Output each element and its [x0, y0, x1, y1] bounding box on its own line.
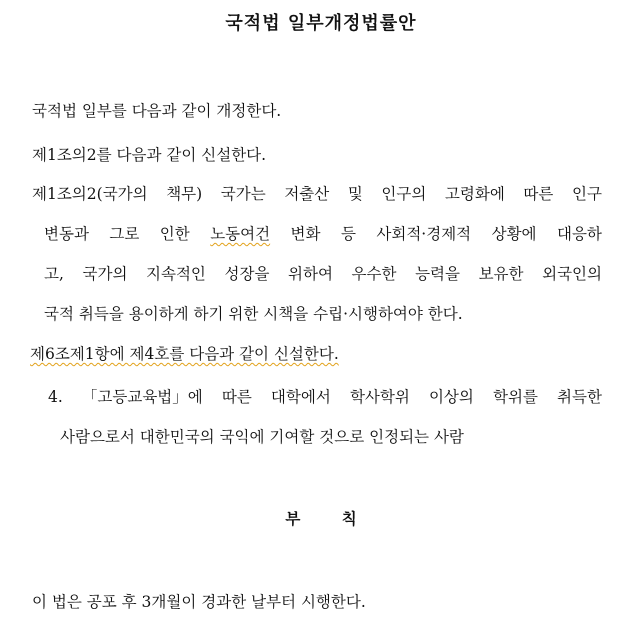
item-4-line-1: [48, 387, 602, 407]
amendment-instruction-2-text: 제6조제1항에 제4호를 다음과 같이 신설한다.: [30, 345, 339, 363]
word: 성장을: [224, 265, 270, 283]
word: 고령화에: [444, 185, 505, 203]
word: 변화: [290, 225, 321, 243]
word: 보유한: [478, 265, 524, 283]
document-title: 국적법 일부개정법률안: [225, 13, 417, 34]
spellcheck-word: 노동여건: [210, 225, 271, 243]
word: 국가는: [220, 185, 266, 203]
item-4-line-2: 사람으로서 대한민국의 국익에 기여할 것으로 인정되는 사람: [60, 428, 464, 446]
word: 따른: [221, 388, 252, 406]
article-1-2-line-3: [44, 264, 602, 284]
word: 국가의: [82, 265, 128, 283]
word: 「고등교육법」에: [81, 388, 203, 406]
word: 및: [347, 185, 363, 203]
intro-paragraph: 국적법 일부를 다음과 같이 개정한다.: [32, 102, 282, 120]
word: 저출산: [284, 185, 330, 203]
word: 인구의: [381, 185, 427, 203]
addenda-text: 이 법은 공포 후 3개월이 경과한 날부터 시행한다.: [32, 593, 366, 611]
word: 학위를: [492, 388, 538, 406]
word: 학사학위: [349, 388, 410, 406]
amendment-instruction-2: [30, 344, 339, 364]
word: 따른: [523, 185, 554, 203]
article-1-2-line-4: 국적 취득을 용이하게 하기 위한 시책을 수립·시행하여야 한다.: [44, 305, 463, 323]
word: 위하여: [288, 265, 333, 283]
word: 사회적·경제적: [376, 225, 472, 243]
item-number: 4.: [48, 388, 63, 406]
word: 대학에서: [270, 388, 331, 406]
article-1-2-line-2: [44, 224, 602, 244]
word: 변동과: [44, 225, 89, 243]
word: 그로: [109, 225, 140, 243]
word: 대응하: [556, 225, 602, 243]
word: 책무): [166, 185, 203, 203]
word: 등: [340, 225, 356, 243]
word: 능력을: [415, 265, 460, 283]
word: 우수한: [351, 265, 397, 283]
word: 제1조의2(국가의: [32, 185, 148, 203]
word: 이상의: [428, 388, 474, 406]
word: 상황에: [491, 225, 537, 243]
amendment-instruction-1: 제1조의2를 다음과 같이 신설한다.: [32, 146, 267, 164]
word: 취득한: [557, 388, 602, 406]
word: 외국인의: [542, 265, 602, 283]
word: 인구: [571, 185, 602, 203]
word: 고,: [44, 265, 64, 283]
word: 지속적인: [146, 265, 206, 283]
article-1-2-line-1: [32, 184, 602, 204]
addenda-heading: 부 칙: [285, 509, 357, 528]
word: 인한: [159, 225, 190, 243]
